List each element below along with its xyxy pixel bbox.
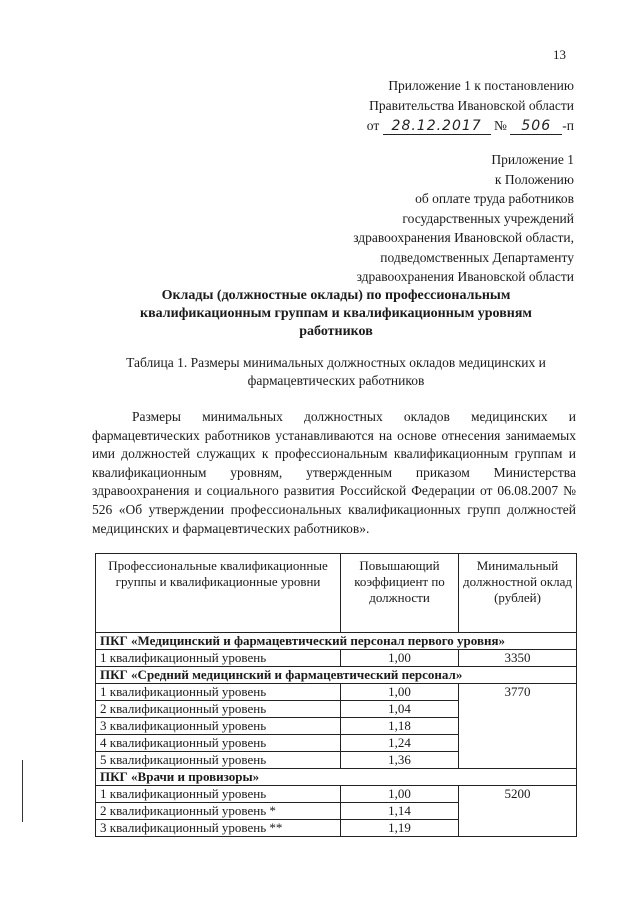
level-cell: 2 квалификационный уровень * [96, 803, 341, 820]
salary-cell: 5200 [459, 786, 577, 837]
table-caption [92, 354, 580, 390]
coefficient-cell: 1,04 [341, 701, 459, 718]
number-suffix: -п [562, 118, 574, 133]
header-salary: Минимальный должностной оклад (рублей) [459, 554, 577, 633]
appendix-to-regulation [353, 150, 574, 287]
title-line1: Оклады (должностные оклады) по профессиональным [161, 288, 511, 303]
group-row [96, 633, 577, 650]
group-title: ПКГ «Медицинский и фармацевтический персонал первого уровня» [96, 633, 577, 650]
level-cell: 1 квалификационный уровень [96, 684, 341, 701]
appendix-line: к Положению [494, 171, 574, 187]
appendix-line: Приложение 1 [491, 152, 574, 167]
salary-cell: 3770 [459, 684, 577, 769]
coefficient-cell: 1,00 [341, 684, 459, 701]
header-coefficient: Повышающий коэффициент по должности [341, 554, 459, 633]
level-cell: 3 квалификационный уровень ** [96, 820, 341, 837]
table-header-row [96, 554, 577, 633]
coefficient-cell: 1,14 [341, 803, 459, 820]
coefficient-cell: 1,18 [341, 718, 459, 735]
document-title [92, 287, 580, 341]
table-caption-line1: Таблица 1. Размеры минимальных должностных окладов медицинских и [126, 355, 546, 370]
number-label: № [494, 118, 507, 133]
group-row [96, 667, 577, 684]
table-row [96, 650, 577, 667]
coefficient-cell: 1,00 [341, 786, 459, 803]
appendix-header [367, 76, 574, 136]
page-number: 13 [553, 47, 566, 62]
appendix-header-date-line [367, 116, 574, 136]
table-row [96, 684, 577, 701]
coefficient-cell: 1,24 [341, 735, 459, 752]
appendix-header-line1: Приложение 1 к постановлению [388, 78, 574, 93]
appendix-line: здравоохранения Ивановской области, [353, 230, 574, 245]
appendix-header-line2: Правительства Ивановской области [369, 98, 574, 113]
salary-table [95, 553, 577, 837]
handwritten-date: 28.12.2017 [383, 119, 491, 135]
level-cell: 4 квалификационный уровень [96, 735, 341, 752]
header-name: Профессиональные квалификационные группы и квалификационные уровни [96, 554, 341, 633]
level-cell: 3 квалификационный уровень [96, 718, 341, 735]
appendix-line: об оплате труда работников [415, 191, 574, 206]
appendix-line: государственных учреждений [402, 210, 574, 226]
handwritten-number: 506 [510, 119, 562, 135]
body-paragraph: Размеры минимальных должностных окладов медицинских и фармацевтических работников устанавливаются на основе отнесения занимаемых ими должностей служащих к профессиональным квалификационным группам и квалификационным уровням, утвержденным приказом Министерства здравоохранения и социального развития Российской Федерации от 06.08.2007 № 526 «Об утверждении профессиональных квалификационных групп должностей медицинских и фармацевтических работников». [92, 409, 576, 536]
level-cell: 2 квалификационный уровень [96, 701, 341, 718]
margin-scan-mark [22, 760, 23, 822]
title-line2: квалификационным группам и квалификационным уровням [140, 306, 532, 321]
level-cell: 1 квалификационный уровень [96, 786, 341, 803]
table-caption-line2: фармацевтических работников [247, 373, 425, 388]
table-row [96, 786, 577, 803]
group-title: ПКГ «Врачи и провизоры» [96, 769, 577, 786]
level-cell: 5 квалификационный уровень [96, 752, 341, 769]
coefficient-cell: 1,19 [341, 820, 459, 837]
appendix-line: подведомственных Департаменту [380, 249, 574, 265]
salary-cell: 3350 [459, 650, 577, 667]
title-line3: работников [299, 324, 373, 339]
coefficient-cell: 1,36 [341, 752, 459, 769]
level-cell: 1 квалификационный уровень [96, 650, 341, 667]
from-label: от [366, 118, 380, 133]
appendix-line: здравоохранения Ивановской области [356, 269, 574, 284]
group-title: ПКГ «Средний медицинский и фармацевтический персонал» [96, 667, 577, 684]
coefficient-cell: 1,00 [341, 650, 459, 667]
group-row [96, 769, 577, 786]
